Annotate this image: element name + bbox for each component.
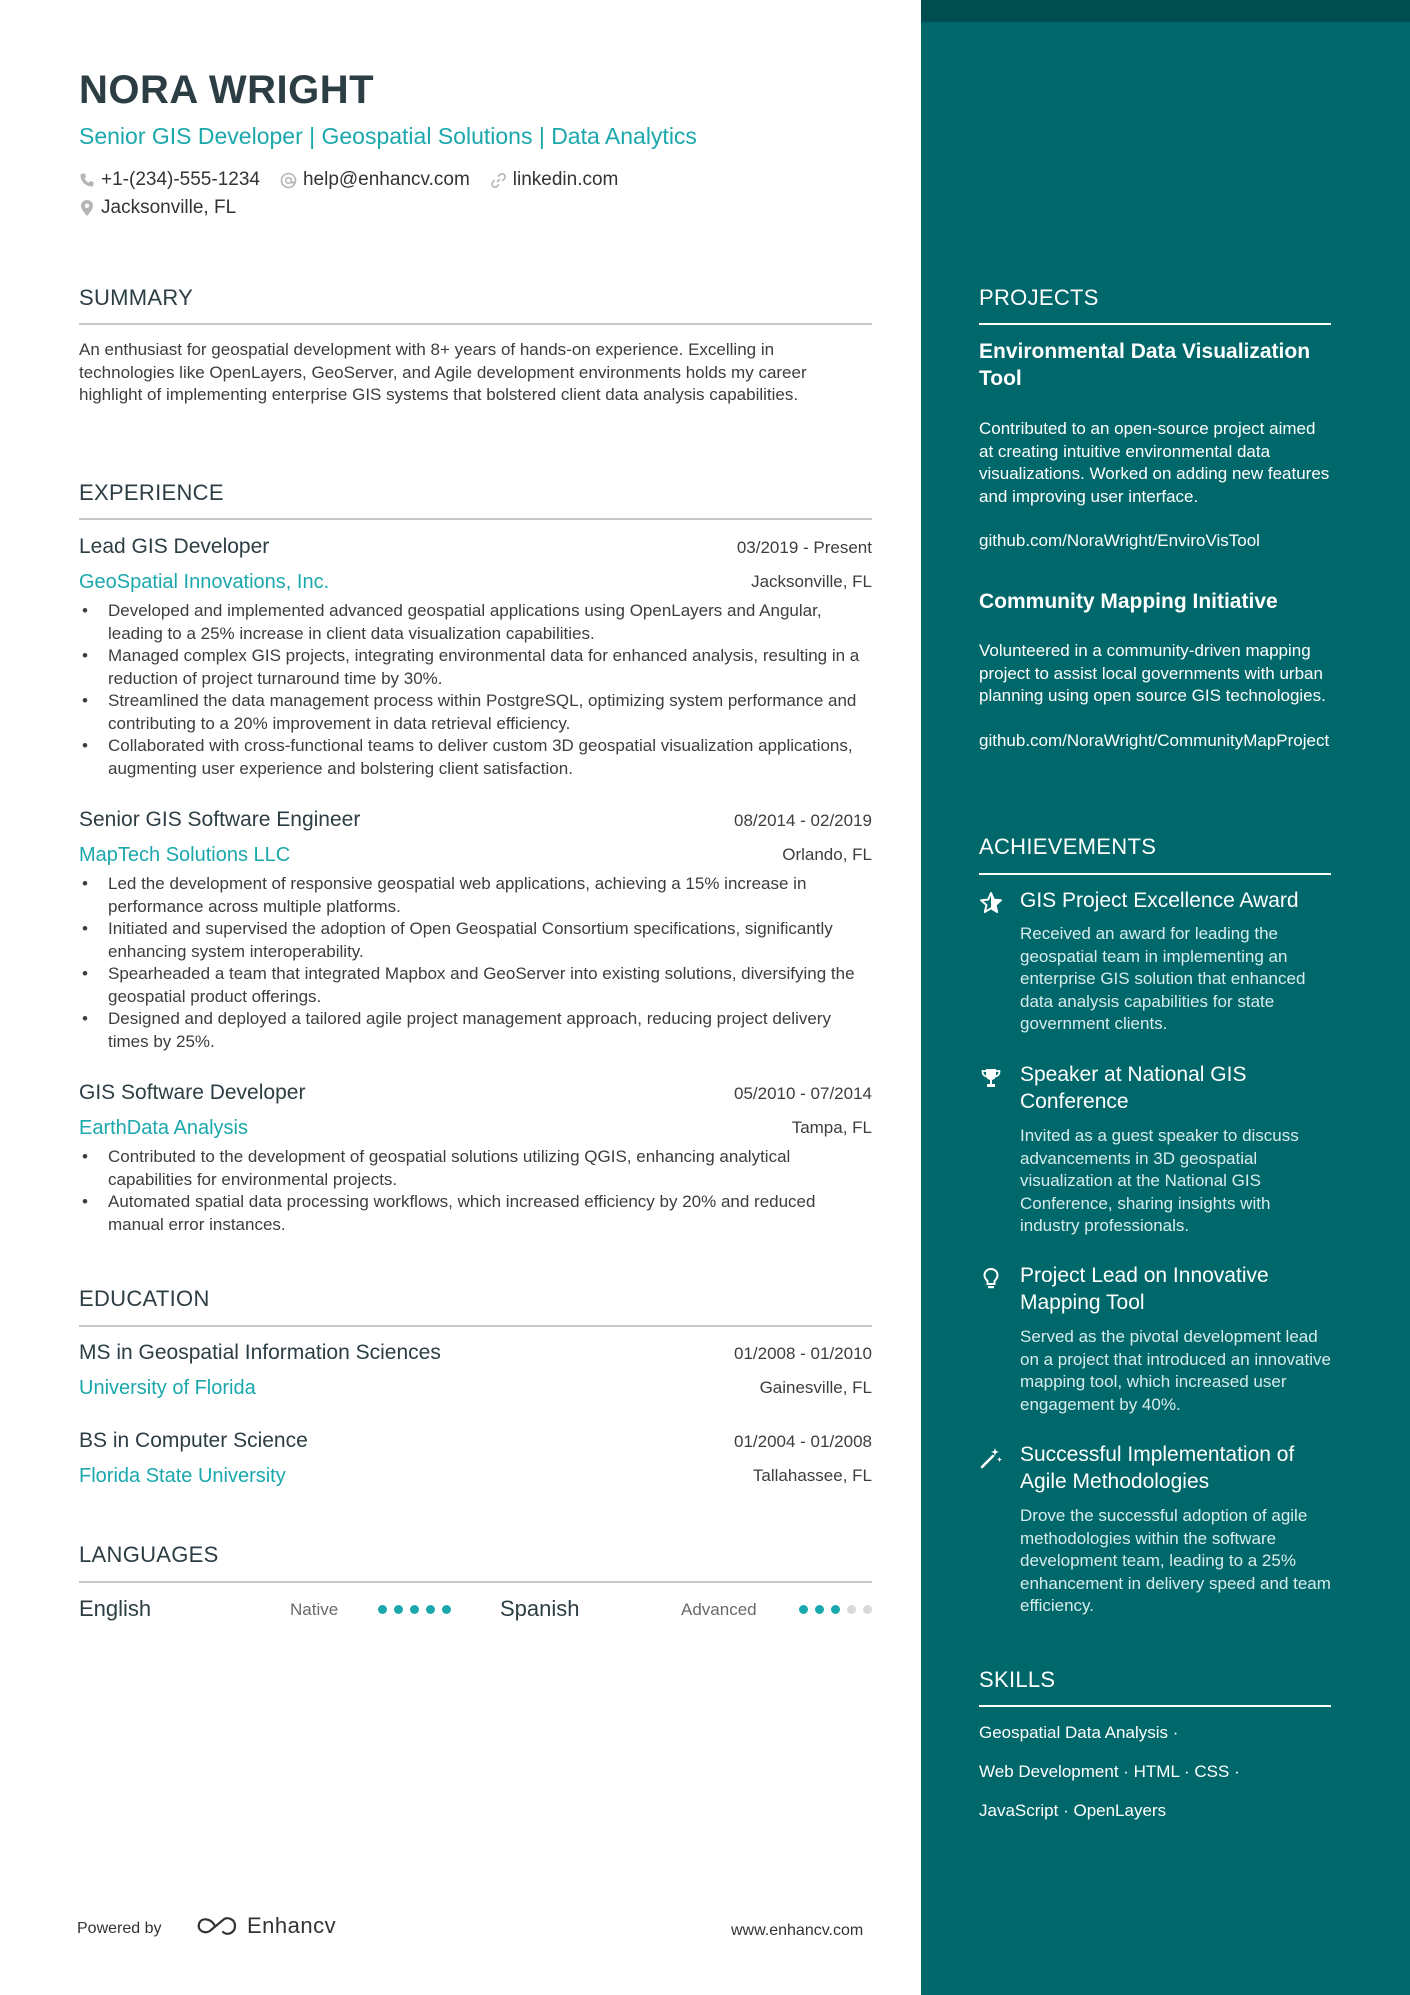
at-icon [280,172,297,189]
summary-text: An enthusiast for geospatial development with 8+ years of hands-on experience. Excelling in technologies like OpenLayers, GeoServer, and Agile development environments holds my career highlight of implementing enterprise GIS systems that bolstered client data analysis capabilities. [79,340,807,404]
job-bullets [79,873,872,1053]
contact-phone[interactable] [79,169,260,191]
achievement-title: Successful Implementation of Agile Methodologies [1020,1443,1295,1493]
project-description: Contributed to an open-source project aimed at creating intuitive environmental data visualizations. Worked on adding new features and improving user interface. [979,419,1330,506]
job-dates: 03/2019 - Present [736,538,872,557]
linkedin-text: linkedin.com [512,169,619,190]
achievement-description: Invited as a guest speaker to discuss advancements in 3D geospatial visualization at the National GIS Conference, sharing insights with industry professionals. [1020,1126,1299,1235]
education-entry [79,1341,872,1401]
contact-row-location [79,197,256,219]
contact-linkedin[interactable] [490,169,619,191]
summary-divider [79,323,872,325]
achievement-title: Project Lead on Innovative Mapping Tool [1020,1264,1269,1314]
summary-heading: SUMMARY [79,285,194,310]
education-dates: 01/2004 - 01/2008 [733,1432,872,1451]
job-location: Jacksonville, FL [751,572,872,591]
project-title: Community Mapping Initiative [979,590,1278,613]
achievement-description: Served as the pivotal development lead on a project that introduced an innovative mapping tool, which increased user engagement by 40%. [1020,1327,1331,1414]
achievements-heading: ACHIEVEMENTS [979,834,1157,859]
company-name[interactable]: GeoSpatial Innovations, Inc. [79,571,330,593]
language-name: Spanish [500,1596,580,1621]
rating-dot-filled [442,1605,451,1614]
candidate-title: Senior GIS Developer | Geospatial Solutions | Data Analytics [79,123,697,149]
contact-location [79,197,236,219]
job-dates: 08/2014 - 02/2019 [733,811,872,830]
bullet-item: • Designed and deployed a tailored agile project management approach, reducing project delivery times by 25%. [79,1008,872,1053]
project-description: Volunteered in a community-driven mapping project to assist local governments with urban planning using open source GIS technologies. [979,641,1326,705]
company-name[interactable]: MapTech Solutions LLC [79,844,291,866]
achievements-divider [979,873,1331,875]
skills-line: JavaScript · OpenLayers [979,1801,1167,1820]
enhancv-logo-icon [195,1913,239,1939]
rating-dot-filled [799,1605,808,1614]
bullet-item: • Managed complex GIS projects, integrating environmental data for enhanced analysis, resulting in a reduction of project turnaround time by 30%. [79,645,872,690]
star-icon [979,891,1003,915]
footer-url[interactable]: www.enhancv.com [731,1922,864,1939]
skills-line: Web Development · HTML · CSS · [979,1762,1240,1781]
bullet-item: • Contributed to the development of geospatial solutions utilizing QGIS, enhancing analytical capabilities for environmental projects. [79,1146,872,1191]
powered-by-text: Powered by [77,1920,162,1937]
school-name[interactable]: Florida State University [79,1465,286,1487]
bullet-item: • Initiated and supervised the adoption of Open Geospatial Consortium specifications, significantly enhancing system interoperability. [79,918,872,963]
experience-heading: EXPERIENCE [79,480,224,505]
language-rating [378,1605,458,1614]
job-bullets [79,1146,872,1236]
rating-dot-filled [410,1605,419,1614]
rating-dot-filled [378,1605,387,1614]
bullet-item: • Streamlined the data management process within PostgreSQL, optimizing system performance and contributing to a 20% improvement in data retrieval efficiency. [79,690,872,735]
language-name: English [79,1596,152,1621]
sidebar-top-band [921,0,1410,22]
lightbulb-icon [979,1267,1003,1291]
job-title: Lead GIS Developer [79,535,270,558]
job-entry [79,1081,872,1241]
education-heading: EDUCATION [79,1286,210,1311]
bullet-item: • Automated spatial data processing workflows, which increased efficiency by 20% and reduced manual error instances. [79,1191,872,1236]
trophy-icon [979,1066,1003,1090]
languages-heading: LANGUAGES [79,1542,219,1567]
candidate-name: NORA WRIGHT [79,68,375,112]
education-divider [79,1325,872,1327]
job-title: GIS Software Developer [79,1081,306,1104]
skills-line: Geospatial Data Analysis · [979,1723,1179,1742]
rating-dot-filled [831,1605,840,1614]
projects-heading: PROJECTS [979,285,1099,310]
bullet-item: • Spearheaded a team that integrated Mapbox and GeoServer into existing solutions, diversifying the geospatial product offerings. [79,963,872,1008]
project-link[interactable]: github.com/NoraWright/CommunityMapProject [979,731,1330,750]
rating-dot-filled [815,1605,824,1614]
languages-divider [79,1581,872,1583]
magic-wand-icon [979,1446,1003,1470]
education-entry [79,1429,872,1489]
project-title: Environmental Data Visualization Tool [979,340,1311,390]
language-level: Native [290,1600,339,1619]
degree-title: BS in Computer Science [79,1429,308,1452]
skills-divider [979,1705,1331,1707]
language-level: Advanced [681,1600,757,1619]
experience-divider [79,518,872,520]
phone-text: +1-(234)-555-1234 [101,169,260,190]
job-bullets [79,600,872,780]
job-dates: 05/2010 - 07/2014 [733,1084,872,1103]
language-rating [799,1605,879,1614]
school-name[interactable]: University of Florida [79,1377,256,1399]
rating-dot-empty [847,1605,856,1614]
job-entry [79,535,872,785]
school-location: Gainesville, FL [759,1378,872,1397]
job-entry [79,808,872,1058]
location-pin-icon [79,199,95,217]
education-dates: 01/2008 - 01/2010 [733,1344,872,1363]
company-name[interactable]: EarthData Analysis [79,1117,248,1139]
degree-title: MS in Geospatial Information Sciences [79,1341,441,1364]
achievement-title: GIS Project Excellence Award [1020,889,1299,912]
job-title: Senior GIS Software Engineer [79,808,361,831]
school-location: Tallahassee, FL [752,1466,872,1485]
contact-email[interactable] [280,169,470,191]
bullet-item: • Led the development of responsive geospatial web applications, achieving a 15% increase in performance across multiple platforms. [79,873,872,918]
rating-dot-empty [863,1605,872,1614]
phone-icon [79,172,95,188]
achievement-description: Received an award for leading the geospatial team in implementing an enterprise GIS solution that enhanced data analysis capabilities for state government clients. [1020,924,1306,1033]
rating-dot-filled [394,1605,403,1614]
rating-dot-filled [426,1605,435,1614]
enhancv-logo[interactable] [195,1913,336,1939]
projects-divider [979,323,1331,325]
skills-heading: SKILLS [979,1667,1056,1692]
achievement-description: Drove the successful adoption of agile methodologies within the software development team, leading to a 25% enhancement in delivery speed and team efficiency. [1020,1506,1331,1615]
job-location: Tampa, FL [791,1118,872,1137]
location-text: Jacksonville, FL [101,197,237,218]
bullet-item: • Developed and implemented advanced geospatial applications using OpenLayers and Angular, leading to a 25% increase in client data visualization capabilities. [79,600,872,645]
job-location: Orlando, FL [782,845,872,864]
link-icon [490,172,507,189]
bullet-item: • Collaborated with cross-functional teams to deliver custom 3D geospatial visualization applications, augmenting user experience and bolstering client satisfaction. [79,735,872,780]
achievement-title: Speaker at National GIS Conference [1020,1063,1247,1113]
email-text: help@enhancv.com [302,169,470,190]
contact-row [79,169,638,191]
project-link[interactable]: github.com/NoraWright/EnviroVisTool [979,531,1260,550]
enhancv-brand: Enhancv [247,1913,337,1938]
